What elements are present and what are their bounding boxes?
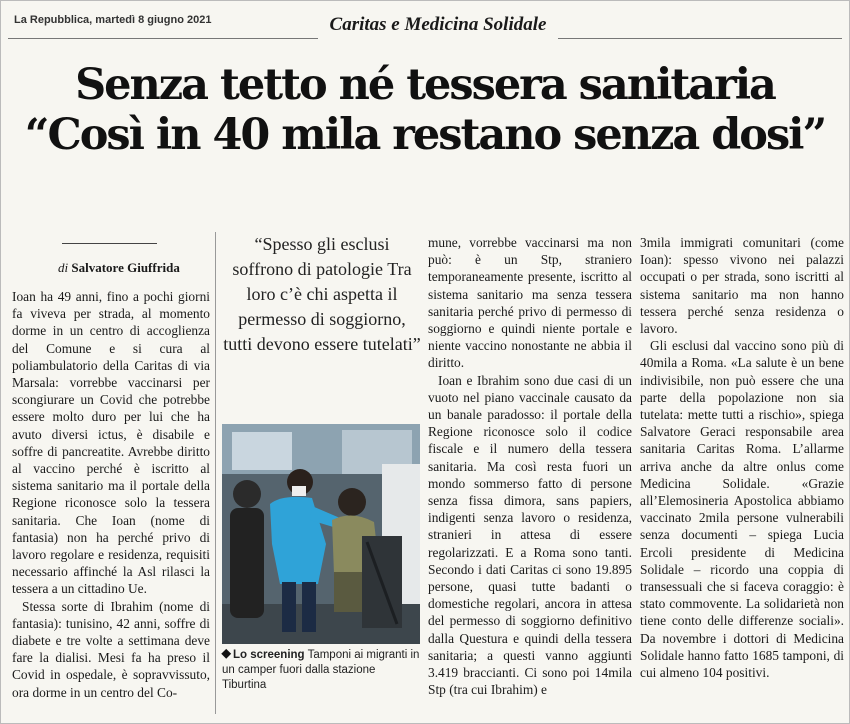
column-3-paragraph-1: mune, vorrebbe vaccinarsi ma non può: è un Stp, straniero temporaneamente presente, iscritto al sistema sanitario ma senza tessera sanitaria perché privo di permesso di soggiorno e quindi niente portale e niente vaccino nonostante ne abbia il diritto.	[428, 235, 632, 371]
column-1-paragraph-1: Ioan ha 49 anni, fino a pochi giorni fa viveva per strada, al momento dorme in un centro di accoglienza del Comune e si cura al poliambulatorio della Caritas di via Marsala: vorrebbe vaccinarsi per scongiurare un Covid che potrebbe essere molto duro per lui che ha avuto diversi ictus, è disabile e soffre di pancreatite. Avrebbe diritto al vaccino perché è iscritto al sistema sanitario ma il portale della Regione riconosce solo la tessera sanitaria. Che Ioan (nome di fantasia) non ha perché privo di lavoro regolare e residenza, requisiti necessario affinché la Asl rilasci la tessera a un cittadino Ue.	[12, 289, 210, 597]
column-3-paragraph-2: Ioan e Ibrahim sono due casi di un vuoto nel piano vaccinale causato da un banale paradosso: il portale della Regione riconosce solo il codice fiscale e il numero della tessera sanitaria. Ma così resta fuori un mondo sommerso fatto di persone senza fissa dimora, sans papiers, indigenti senza lavoro o residenza, stranieri in attesa di essere regolarizzati. E a Roma sono tanti. Secondo i dati Caritas ci sono 19.895 persone, quasi tutte badanti o domestiche regolari, ancora in attesa del permesso di soggiorno definitivo dalla Questura e quindi della tessera sanitaria; a questi vanno aggiunti 3.419 braccianti. Ci sono poi 14mila Stp (tra cui Ibrahim) e	[428, 372, 632, 698]
photo-caption	[222, 648, 420, 693]
headline-line-1: Senza tetto né tessera sanitaria	[75, 60, 775, 110]
section-title: Caritas e Medicina Solidale	[318, 8, 558, 42]
photo-screening	[222, 424, 420, 644]
headline-line-2: “Così in 40 mila restano senza dosi”	[24, 110, 826, 160]
column-1-text	[12, 288, 210, 701]
column-4-text	[640, 234, 844, 681]
column-4-paragraph-1: 3mila immigrati comunitari (come Ioan): spesso vivono nei palazzi occupati o per strada, sono iscritti al sistema sanitario ma non hanno tessera perché senza residenza o lavoro.	[640, 235, 844, 337]
caption-lead: Lo screening	[233, 649, 305, 661]
photo-screening-illustration	[222, 424, 420, 644]
paper-date: La Repubblica, martedì 8 giugno 2021	[14, 14, 212, 26]
headline	[20, 60, 830, 160]
column-3-text	[428, 234, 632, 698]
byline	[58, 260, 180, 276]
byline-rule	[62, 243, 157, 244]
column-1-paragraph-2: Stessa sorte di Ibrahim (nome di fantasia): tunisino, 42 anni, soffre di diabete e tre volte a settimana deve fare la dialisi. Mesi fa ha preso il Covid in ospedale, è sopravvissuto, ora dorme in un centro del Co-	[12, 598, 210, 700]
caption-text: Tamponi ai migranti in un camper fuori dalla stazione Tiburtina	[222, 649, 420, 691]
byline-author: Salvatore Giuffrida	[71, 260, 180, 275]
caption-marker-icon	[221, 649, 231, 659]
byline-prefix: di	[58, 260, 69, 275]
column-divider	[215, 232, 216, 714]
pull-quote: “Spesso gli esclusi soffrono di patologie Tra loro c’è chi aspetta il permesso di soggiorno, tutti devono essere tutelati”	[223, 234, 421, 354]
column-4-paragraph-2: Gli esclusi dal vaccino sono più di 40mila a Roma. «La salute è un bene indivisibile, non può essere che una parte della popolazione non sia tutelata: mette tutti a rischio», spiega Salvatore Geraci responsabile area sanitaria Caritas Roma. L’allarme arriva anche da altre onlus come Medicina Solidale. «Grazie all’Elemosineria Apostolica abbiamo vaccinato 2mila persone vulnerabili senza documenti – spiega Lucia Ercoli presidente di Medicina Solidale – ricordo una coppia di transessuali che si faceva coraggio: è stato commovente. La solidarietà non tiene conto delle differenze sociali». Da novembre i dottori di Medicina Solidale hanno fatto 1685 tamponi, di cui almeno 104 positivi.	[640, 338, 844, 681]
masthead	[8, 6, 842, 39]
